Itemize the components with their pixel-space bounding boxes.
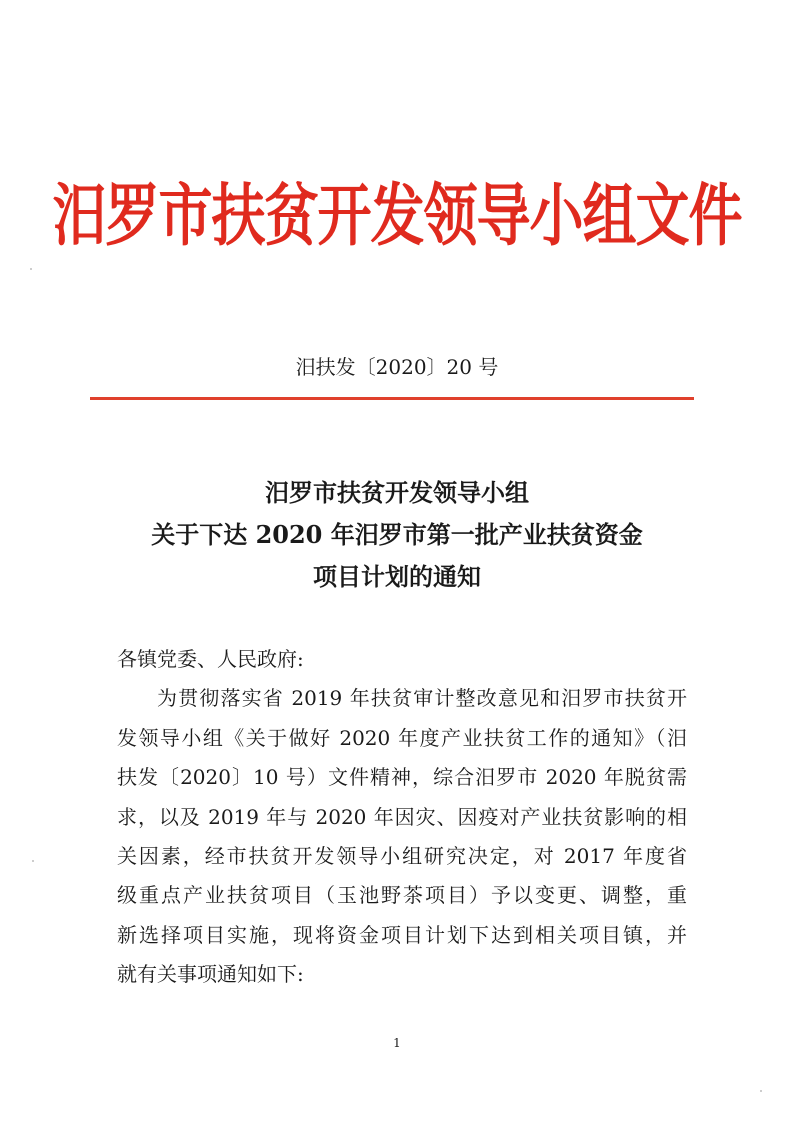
salutation: 各镇党委、人民政府:: [117, 647, 304, 671]
title-line: 项目计划的通知: [313, 562, 481, 591]
scan-speck: [760, 1090, 762, 1092]
paragraph-line: 级重点产业扶贫项目（玉池野茶项目）予以变更、调整，重: [117, 883, 687, 908]
notice-title: [0, 472, 794, 598]
document-number: 汨扶发〔2020〕20 号: [295, 355, 499, 379]
paragraph-line: 发领导小组《关于做好 2020 年度产业扶贫工作的通知》（汨: [117, 725, 687, 750]
paragraph-line: 就有关事项通知如下:: [117, 962, 304, 987]
title-line: 汨罗市扶贫开发领导小组: [265, 478, 529, 507]
page-number: 1: [393, 1036, 401, 1050]
body-text: [117, 640, 687, 995]
red-divider-rule: [90, 397, 694, 400]
title-line: 关于下达 2020 年汨罗市第一批产业扶贫资金: [151, 520, 643, 549]
paragraph-line: 为贯彻落实省 2019 年扶贫审计整改意见和汨罗市扶贫开: [157, 686, 687, 711]
scan-speck: [32, 860, 34, 862]
paragraph-line: 扶发〔2020〕10 号）文件精神，综合汨罗市 2020 年脱贫需: [117, 765, 687, 790]
scan-speck: [30, 268, 32, 270]
paragraph-line: 新选择项目实施，现将资金项目计划下达到相关项目镇，并: [117, 922, 687, 947]
paragraph-line: 求，以及 2019 年与 2020 年因灾、因疫对产业扶贫影响的相: [117, 804, 687, 829]
paragraph-line: 关因素，经市扶贫开发领导小组研究决定，对 2017 年度省: [117, 844, 687, 869]
masthead-title: 汨罗市扶贫开发领导小组文件: [52, 176, 742, 255]
